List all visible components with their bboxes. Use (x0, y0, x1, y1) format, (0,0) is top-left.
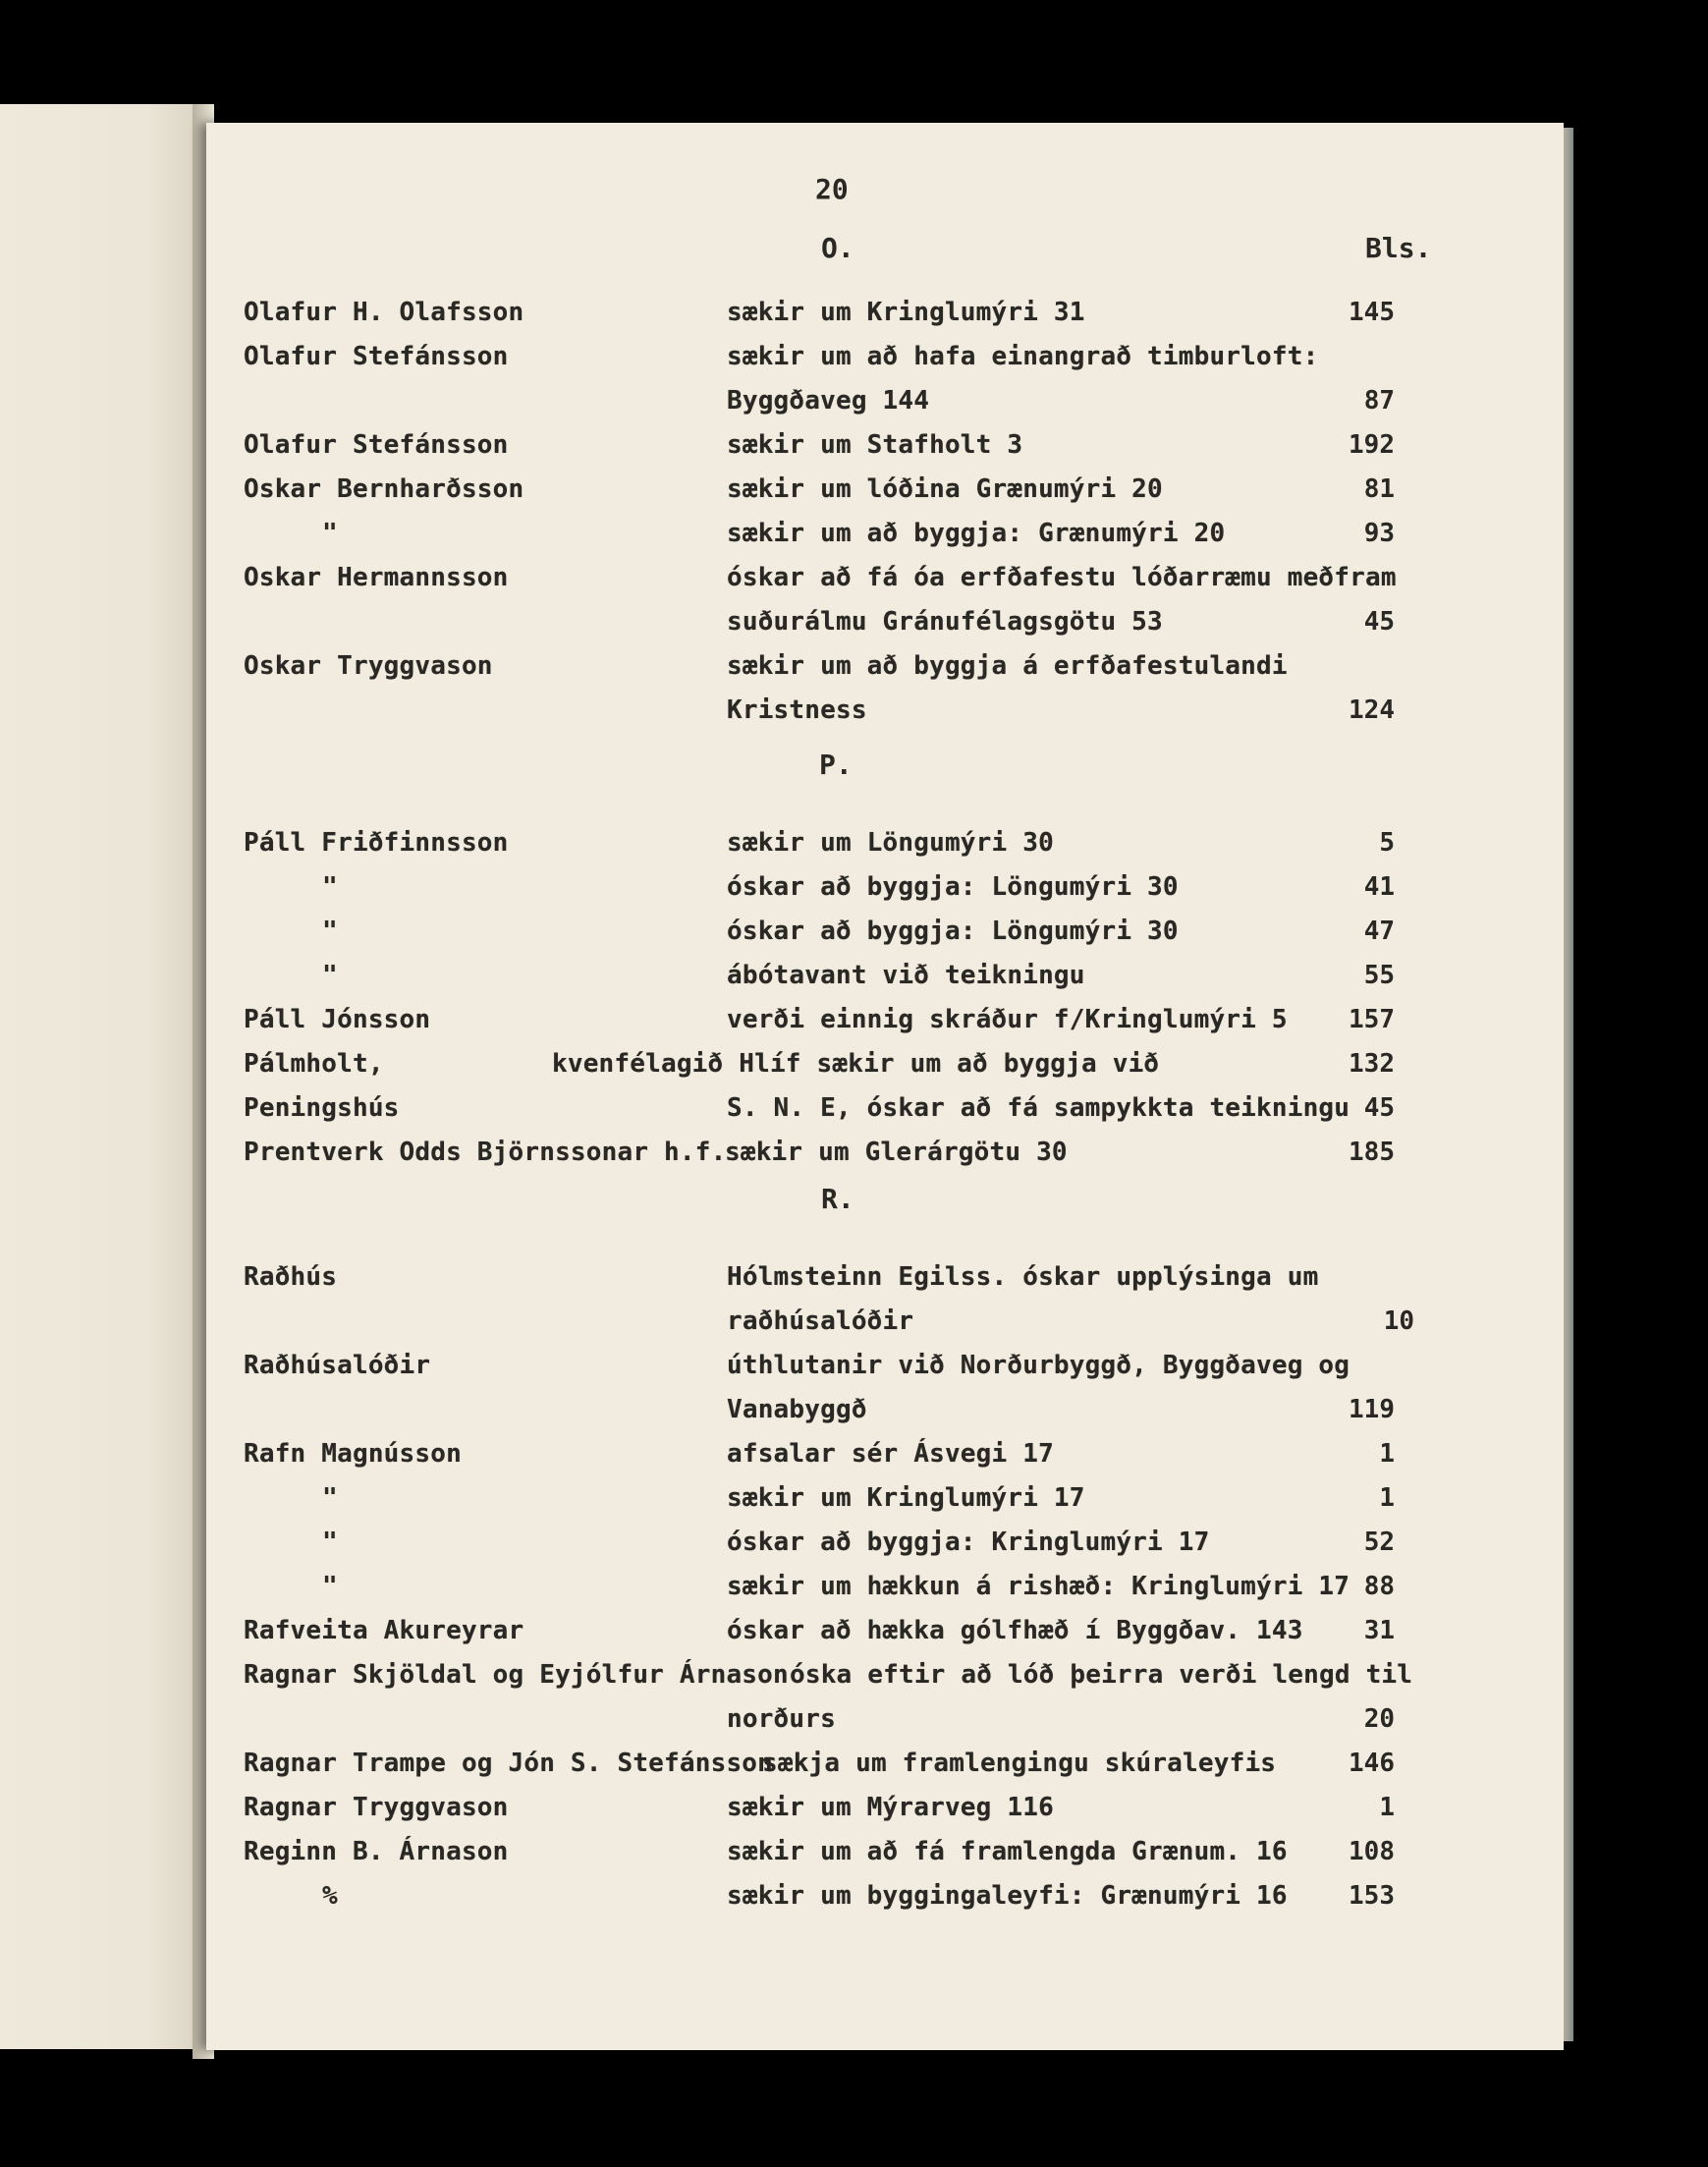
entry-name: " (322, 961, 338, 990)
entry-name: Rafveita Akureyrar (244, 1616, 524, 1645)
entry-description: verði einnig skráður f/Kringlumýri 5 (727, 1005, 1288, 1034)
entry-description: suðurálmu Gránufélagsgötu 53 (727, 607, 1163, 637)
entry-page-number: 1 (1379, 1439, 1395, 1469)
entry-name: Oskar Tryggvason (244, 651, 493, 681)
entry-page-number: 153 (1349, 1881, 1395, 1911)
entry-page-number: 93 (1363, 519, 1395, 548)
index-page (206, 123, 1564, 2050)
entry-description: sækir um lóðina Grænumýri 20 (727, 474, 1163, 504)
entry-name: Oskar Hermannsson (244, 563, 509, 592)
entry-description: óskar að fá óa erfðafestu lóðarræmu meðfram (727, 563, 1397, 592)
entry-description: óska eftir að lóð þeirra verði lengd til (790, 1660, 1413, 1690)
entry-name: " (322, 1528, 338, 1557)
page-number: 20 (815, 173, 849, 205)
entry-description: Byggðaveg 144 (727, 386, 930, 416)
entry-description: sækir um Kringlumýri 31 (727, 298, 1085, 327)
entry-description: sækir um að fá framlengda Grænum. 16 (727, 1837, 1288, 1866)
entry-name: Páll Jónsson (244, 1005, 431, 1034)
entry-description: kvenfélagið Hlíf sækir um að byggja við (552, 1049, 1160, 1079)
entry-page-number: 47 (1363, 917, 1395, 946)
entry-description: ábótavant við teikningu (727, 961, 1085, 990)
entry-name: Ragnar Skjöldal og Eyjólfur Árnason (244, 1660, 789, 1690)
entry-description: sækja um framlengingu skúraleyfis (762, 1749, 1277, 1778)
entry-page-number: 87 (1363, 386, 1395, 416)
entry-description: sækir um að byggja á erfðafestulandi (727, 651, 1288, 681)
entry-description: óskar að hækka gólfhæð í Byggðav. 143 (727, 1616, 1303, 1645)
entry-page-number: 31 (1363, 1616, 1395, 1645)
entry-description: Kristness (727, 695, 867, 725)
entry-description: úthlutanir við Norðurbyggð, Byggðaveg og (727, 1351, 1350, 1380)
entry-description: sækir um Löngumýri 30 (727, 828, 1054, 858)
entry-name: " (322, 872, 338, 902)
section-letter-r: R. (821, 1183, 854, 1215)
entry-page-number: 45 (1363, 607, 1395, 637)
entry-name: Rafn Magnússon (244, 1439, 462, 1469)
entry-name: " (322, 917, 338, 946)
entry-description: Hólmsteinn Egilss. óskar upplýsinga um (727, 1262, 1319, 1292)
entry-name: Ragnar Trampe og Jón S. Stefánsson (244, 1749, 774, 1778)
entry-page-number: 1 (1379, 1793, 1395, 1822)
entry-page-number: 119 (1349, 1395, 1395, 1424)
entry-description: sækir um Mýrarveg 116 (727, 1793, 1054, 1822)
entry-page-number: 41 (1363, 872, 1395, 902)
entry-page-number: 10 (1383, 1306, 1414, 1336)
entry-page-number: 157 (1349, 1005, 1395, 1034)
entry-description: sækir um að hafa einangrað timburloft: (727, 342, 1319, 371)
entry-name: Pálmholt, (244, 1049, 384, 1079)
entry-page-number: 88 (1363, 1572, 1395, 1601)
entry-name: Raðhúsalóðir (244, 1351, 431, 1380)
entry-description: óskar að byggja: Löngumýri 30 (727, 872, 1179, 902)
entry-name: " (322, 1483, 338, 1513)
entry-name: " (322, 1572, 338, 1601)
entry-description: norðurs (727, 1704, 836, 1734)
entry-name: Páll Friðfinnsson (244, 828, 509, 858)
entry-description: raðhúsalóðir (727, 1306, 914, 1336)
entry-name: Prentverk Odds Björnssonar h.f. (244, 1138, 727, 1167)
entry-page-number: 145 (1349, 298, 1395, 327)
entry-description: afsalar sér Ásvegi 17 (727, 1439, 1054, 1469)
left-facing-page (0, 104, 210, 2049)
entry-name: Oskar Bernharðsson (244, 474, 524, 504)
entry-description: sækir um Glerárgötu 30 (725, 1138, 1068, 1167)
entry-description: sækir um Kringlumýri 17 (727, 1483, 1085, 1513)
entry-name: Olafur Stefánsson (244, 430, 509, 460)
column-header-page: Bls. (1365, 232, 1432, 264)
page-edge (1564, 128, 1573, 2041)
entry-description: óskar að byggja: Löngumýri 30 (727, 917, 1179, 946)
entry-page-number: 45 (1363, 1093, 1395, 1123)
entry-page-number: 192 (1349, 430, 1395, 460)
entry-page-number: 185 (1349, 1138, 1395, 1167)
entry-page-number: 20 (1363, 1704, 1395, 1734)
entry-name: Reginn B. Árnason (244, 1837, 509, 1866)
entry-name: % (322, 1881, 338, 1911)
entry-name: Ragnar Tryggvason (244, 1793, 509, 1822)
entry-description: sækir um Stafholt 3 (727, 430, 1023, 460)
entry-page-number: 52 (1363, 1528, 1395, 1557)
entry-page-number: 1 (1379, 1483, 1395, 1513)
entry-page-number: 108 (1349, 1837, 1395, 1866)
entry-description: sækir um byggingaleyfi: Grænumýri 16 (727, 1881, 1288, 1911)
entry-page-number: 132 (1349, 1049, 1395, 1079)
entry-description: sækir um að byggja: Grænumýri 20 (727, 519, 1226, 548)
section-letter-p: P. (819, 749, 853, 781)
entry-page-number: 55 (1363, 961, 1395, 990)
section-letter-o: O. (821, 232, 854, 264)
entry-page-number: 146 (1349, 1749, 1395, 1778)
entry-name: Olafur H. Olafsson (244, 298, 524, 327)
entry-description: sækir um hækkun á rishæð: Kringlumýri 17 (727, 1572, 1350, 1601)
entry-description: óskar að byggja: Kringlumýri 17 (727, 1528, 1210, 1557)
entry-page-number: 81 (1363, 474, 1395, 504)
entry-description: S. N. E, óskar að fá sampykkta teikningu (727, 1093, 1350, 1123)
entry-description: Vanabyggð (727, 1395, 867, 1424)
entry-name: Olafur Stefánsson (244, 342, 509, 371)
entry-name: " (322, 519, 338, 548)
entry-name: Raðhús (244, 1262, 338, 1292)
entry-name: Peningshús (244, 1093, 400, 1123)
entry-page-number: 124 (1349, 695, 1395, 725)
entry-page-number: 5 (1379, 828, 1395, 858)
